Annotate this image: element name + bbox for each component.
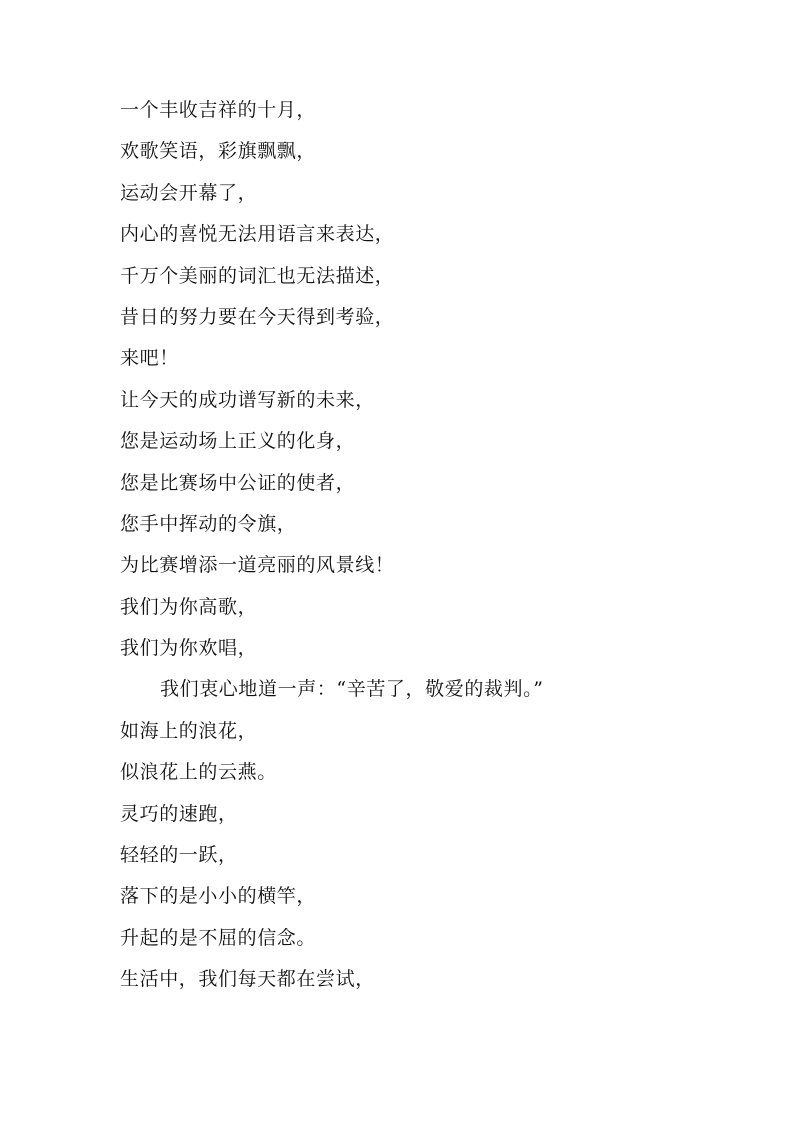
poem-line: 我们为你高歌， bbox=[120, 595, 258, 618]
poem-line: 昔日的努力要在今天得到考验， bbox=[120, 305, 395, 328]
poem-line: 让今天的成功谱写新的未来， bbox=[120, 388, 375, 411]
poem-line: 我们为你欢唱， bbox=[120, 637, 258, 660]
poem-line: 来吧！ bbox=[120, 347, 179, 370]
poem-line: 内心的喜悦无法用语言来表达， bbox=[120, 223, 395, 246]
poem-line: 生活中，我们每天都在尝试， bbox=[120, 968, 375, 991]
poem-line: 落下的是小小的横竿， bbox=[120, 885, 317, 908]
poem-line: 您是运动场上正义的化身， bbox=[120, 430, 356, 453]
poem-line: 灵巧的速跑， bbox=[120, 802, 238, 825]
poem-line: 如海上的浪花， bbox=[120, 719, 258, 742]
poem-line: 为比赛增添一道亮丽的风景线！ bbox=[120, 554, 395, 577]
poem-line: 一个丰收吉祥的十月， bbox=[120, 99, 317, 121]
poem-line: 轻轻的一跃， bbox=[120, 844, 238, 867]
poem-line: 您是比赛场中公证的使者， bbox=[120, 471, 356, 494]
poem-line: 您手中挥动的令旗， bbox=[120, 512, 297, 535]
poem-body bbox=[120, 100, 680, 1011]
poem-line: 运动会开幕了， bbox=[120, 181, 258, 204]
poem-line: 欢歌笑语，彩旗飘飘， bbox=[120, 140, 317, 163]
poem-line: 升起的是不屈的信念。 bbox=[120, 926, 317, 949]
poem-line-indented: 我们衷心地道一声：“辛苦了，敬爱的裁判。” bbox=[160, 678, 544, 701]
poem-line: 似浪花上的云燕。 bbox=[120, 761, 277, 784]
poem-line: 千万个美丽的词汇也无法描述， bbox=[120, 264, 395, 287]
